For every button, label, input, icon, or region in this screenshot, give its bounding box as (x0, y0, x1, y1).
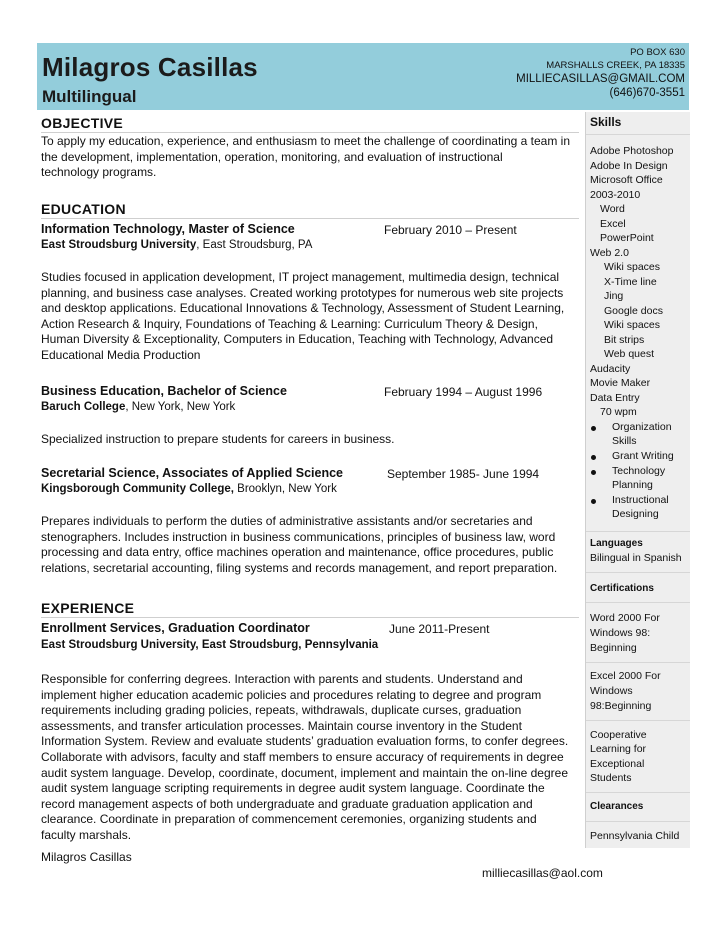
sidebar-divider (586, 572, 690, 573)
skill-item: Web quest (604, 348, 655, 360)
job-title: Enrollment Services, Graduation Coordinator (41, 621, 310, 635)
text-line: audit system language. Develop, coordinate, document, implement and maintain the on-line degree (41, 765, 568, 780)
degree-title: Information Technology, Master of Science (41, 222, 295, 236)
text-line: stenographers. Includes instruction in business communications, principles of business law, word (41, 529, 556, 544)
skill-bullet-text: Designing (612, 508, 659, 520)
experience-rule (41, 617, 579, 618)
text-line: clearance. Coordinate in preparation of commencement ceremonies, organizing students and (41, 812, 537, 827)
skills-sidebar (585, 112, 690, 848)
text-line: relations, secretarial accounting, filing systems and records management, and report preparation. (41, 560, 558, 575)
degree-dates: February 1994 – August 1996 (384, 385, 543, 399)
objective-heading: OBJECTIVE (41, 115, 124, 131)
school-name: East Stroudsburg University (41, 239, 197, 251)
skill-item: Wiki spaces (604, 261, 661, 273)
contact-email[interactable]: MILLIECASILLAS@GMAIL.COM (516, 73, 685, 85)
skill-item: 70 wpm (600, 406, 637, 418)
contact-block (516, 46, 685, 100)
text-line: faculty marshals. (41, 827, 132, 842)
sidebar-divider (586, 821, 690, 822)
text-line: Collaborate with advisors, faculty and staff members to ensure accuracy of requirements in degree (41, 749, 564, 764)
text-line: technology programs. (41, 165, 157, 180)
certification-line: Beginning (590, 642, 637, 654)
sidebar-divider (586, 134, 690, 135)
certification-line: Learning for (590, 743, 647, 755)
degree-description (41, 432, 601, 448)
skill-item: Microsoft Office (590, 174, 663, 186)
skill-item: Wiki spaces (604, 319, 661, 331)
skill-bullet-text: Planning (612, 479, 653, 491)
text-line: Human Diversity & Exceptionality, Computers in Education, Teaching with Technology, Advanced (41, 332, 554, 347)
school-line (41, 483, 337, 495)
text-line: To apply my education, experience, and enthusiasm to meet the challenge of coordinating a team in (41, 134, 570, 148)
text-line: processing and data entry, office machines operation and maintenance, office procedures, public (41, 545, 554, 560)
skill-bullet-text: Skills (612, 435, 637, 447)
text-line: audit system language scripting requirements in degree audit system language. Coordinate the (41, 781, 545, 796)
degree-description (41, 514, 601, 576)
text-line: Specialized instruction to prepare students for careers in business. (41, 432, 395, 446)
contact-phone: (646)670-3551 (609, 87, 685, 99)
text-line: requirements including grading policies, repeats, withdrawals, duplicate curses, graduation (41, 703, 522, 718)
certification-line: Windows (590, 685, 633, 697)
text-line: and desktop applications. Educational Innovations & Technology, Assessment of Student Learning, (41, 301, 565, 316)
school-name: Kingsborough Community College, (41, 483, 234, 495)
header-banner (37, 43, 689, 110)
text-line: planning, and business case analyses. Created working prototypes for numerous web site projects (41, 285, 564, 300)
po-box: PO BOX 630 (630, 47, 685, 58)
skill-item: Excel (600, 218, 626, 230)
degree-title: Business Education, Bachelor of Science (41, 384, 287, 398)
candidate-tagline: Multilingual (42, 87, 137, 106)
degree-dates: September 1985- June 1994 (387, 467, 540, 481)
school-location: , East Stroudsburg, PA (196, 239, 313, 251)
text-line: Educational Media Production (41, 347, 201, 362)
skill-item: Web 2.0 (590, 247, 629, 259)
text-line: record management aspects of both undergraduate and graduate graduation application and (41, 796, 533, 811)
certification-line: Word 2000 For (590, 612, 660, 624)
certification-line: Cooperative (590, 729, 647, 741)
skill-item: Adobe Photoshop (590, 145, 674, 157)
city-line: MARSHALLS CREEK, PA 18335 (546, 60, 685, 71)
degree-description (41, 270, 601, 364)
skill-item: Word (600, 203, 625, 215)
skill-item: Google docs (604, 305, 663, 317)
certification-line: Students (590, 772, 632, 784)
skill-item: Data Entry (590, 392, 640, 404)
skill-item: Bit strips (604, 334, 645, 346)
text-line: the development, implementation, operation, monitoring, and evaluation of instructional (41, 149, 503, 164)
skill-item: Adobe In Design (590, 160, 668, 172)
text-line: assessments, and transfer articulation processes. Maintain course inventory in the Student (41, 718, 522, 733)
text-line: Information System. Review and evaluate students’ graduation evaluation forms, to confer degrees. (41, 734, 569, 749)
school-line (41, 401, 235, 413)
text-line: Studies focused in application development, IT project management, multimedia design, technical (41, 270, 560, 284)
school-location: Brooklyn, New York (233, 483, 337, 495)
school-line (41, 239, 312, 251)
bullet-icon (591, 499, 596, 504)
bullet-icon (591, 470, 596, 475)
skill-bullet-text: Technology (612, 465, 666, 477)
sidebar-divider (586, 531, 690, 532)
footer-email[interactable]: milliecasillas@aol.com (482, 866, 603, 880)
skill-item: X-Time line (604, 276, 657, 288)
skill-bullet-text: Grant Writing (612, 450, 674, 462)
languages-value: Bilingual in Spanish (590, 552, 682, 564)
skill-item: Jing (604, 290, 624, 302)
education-rule (41, 218, 579, 219)
school-location: , New York, New York (125, 401, 236, 413)
clearances-value: Pennsylvania Child (590, 830, 680, 842)
objective-rule (41, 132, 579, 133)
text-line: implement higher education academic policies and procedures relating to degree and program (41, 687, 542, 702)
sidebar-divider (586, 792, 690, 793)
job-dates: June 2011-Present (389, 622, 490, 636)
job-description (41, 672, 601, 844)
bullet-icon (591, 426, 596, 431)
bullet-icon (591, 455, 596, 460)
sidebar-divider (586, 662, 690, 663)
certifications-heading: Certifications (590, 583, 654, 594)
text-line: Responsible for conferring degrees. Interaction with parents and students. Understand and (41, 672, 523, 686)
footer-name: Milagros Casillas (41, 850, 132, 864)
degree-title: Secretarial Science, Associates of Applied Science (41, 466, 343, 480)
skill-item: Movie Maker (590, 377, 651, 389)
sidebar-divider (586, 720, 690, 721)
education-heading: EDUCATION (41, 201, 126, 217)
skill-item: Audacity (590, 363, 631, 375)
certification-line: Exceptional (590, 758, 645, 770)
experience-heading: EXPERIENCE (41, 600, 135, 616)
sidebar-divider (586, 602, 690, 603)
certification-line: 98:Beginning (590, 700, 652, 712)
school-name: Baruch College (41, 401, 126, 413)
skills-heading: Skills (590, 115, 622, 129)
certification-line: Windows 98: (590, 627, 651, 639)
skill-bullet-text: Instructional (612, 494, 669, 506)
skill-bullet-text: Organization (612, 421, 672, 433)
text-line: Action Research & Inquiry, Foundations of Teaching & Learning: Curriculum Theory & Design, (41, 316, 538, 331)
languages-heading: Languages (590, 538, 643, 549)
degree-dates: February 2010 – Present (384, 223, 517, 237)
clearances-heading: Clearances (590, 801, 644, 812)
certification-line: Excel 2000 For (590, 670, 661, 682)
employer: East Stroudsburg University, East Stroudsburg, Pennsylvania (41, 639, 379, 651)
objective-text (41, 134, 601, 181)
skill-item: 2003-2010 (590, 189, 641, 201)
text-line: Prepares individuals to perform the duties of administrative assistants and/or secretaries and (41, 514, 533, 528)
skill-item: PowerPoint (600, 232, 654, 244)
candidate-name: Milagros Casillas (42, 52, 258, 82)
